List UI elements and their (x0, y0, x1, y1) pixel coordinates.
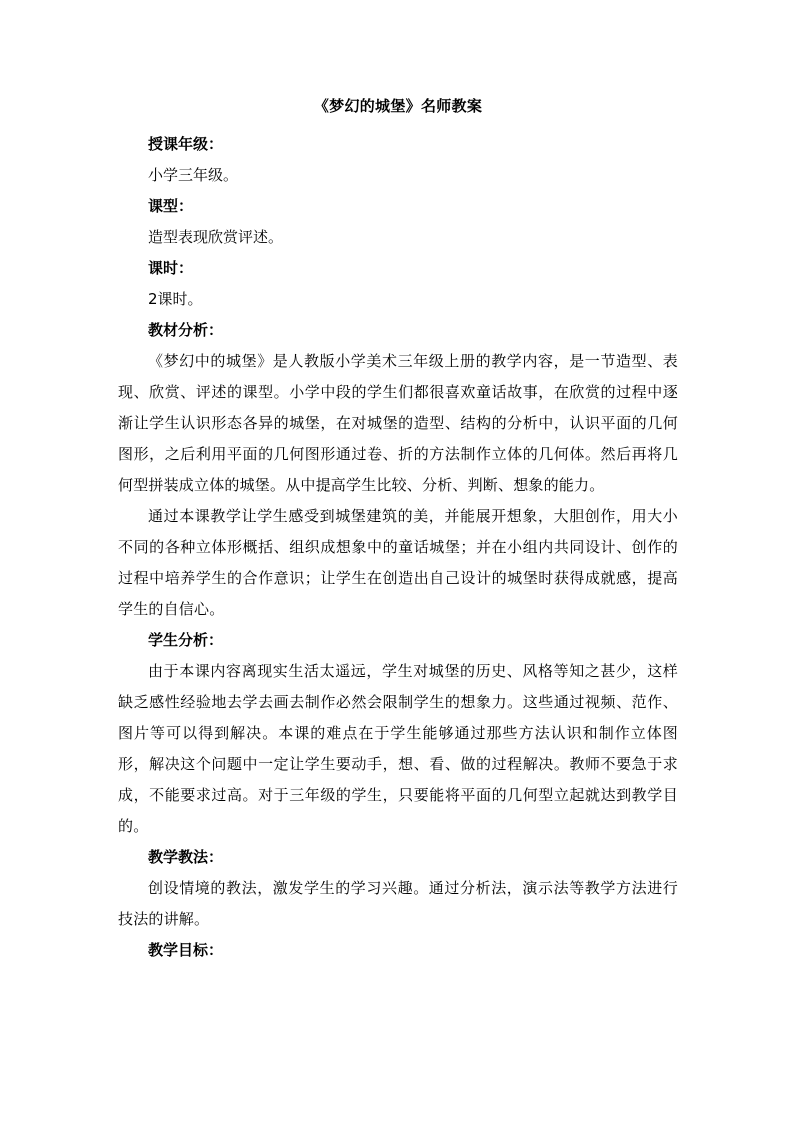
hours-heading: 课时： (148, 259, 194, 277)
document-page (118, 96, 678, 966)
teaching-goal-heading: 教学目标： (148, 941, 224, 959)
material-analysis-paragraph-1: 《梦幻中的城堡》是人教版小学美术三年级上册的教学内容，是一节造型、表现、欣赏、评述的课型。小学中段的学生们都很喜欢童话故事，在欣赏的过程中逐渐让学生认识形态各异的城堡，在对城堡的造型、结构的分析中，认识平面的几何图形，之后利用平面的几何图形通过卷、折的方法制作立体的几何体。然后再将几何型拼装成立体的城堡。从中提高学生比较、分析、判断、想象的能力。 (118, 352, 678, 494)
teaching-method-paragraph: 创设情境的教法，激发学生的学习兴趣。通过分析法，演示法等教学方法进行技法的讲解。 (118, 879, 678, 928)
student-analysis-heading: 学生分析： (148, 631, 224, 649)
type-heading: 课型： (148, 197, 194, 215)
document-title: 《梦幻的城堡》名师教案 (313, 97, 483, 115)
student-analysis-paragraph: 由于本课内容离现实生活太遥远，学生对城堡的历史、风格等知之甚少，这样缺乏感性经验地去学去画去制作必然会限制学生的想象力。这些通过视频、范作、图片等可以得到解决。本课的难点在于学生能够通过那些方法认识和制作立体图形，解决这个问题中一定让学生要动手，想、看、做的过程解决。教师不要急于求成，不能要求过高。对于三年级的学生，只要能将平面的几何型立起就达到教学目的。 (118, 662, 678, 835)
hours-value: 2课时。 (148, 290, 203, 308)
material-analysis-heading: 教材分析： (148, 321, 224, 339)
teaching-method-heading: 教学教法： (148, 848, 224, 866)
type-value: 造型表现欣赏评述。 (148, 228, 284, 246)
material-analysis-paragraph-2: 通过本课教学让学生感受到城堡建筑的美，并能展开想象，大胆创作，用大小不同的各种立体形概括、组织成想象中的童话城堡；并在小组内共同设计、创作的过程中培养学生的合作意识；让学生在创造出自己设计的城堡时获得成就感，提高学生的自信心。 (118, 507, 678, 618)
grade-value: 小学三年级。 (148, 166, 239, 184)
grade-heading: 授课年级： (148, 135, 224, 153)
